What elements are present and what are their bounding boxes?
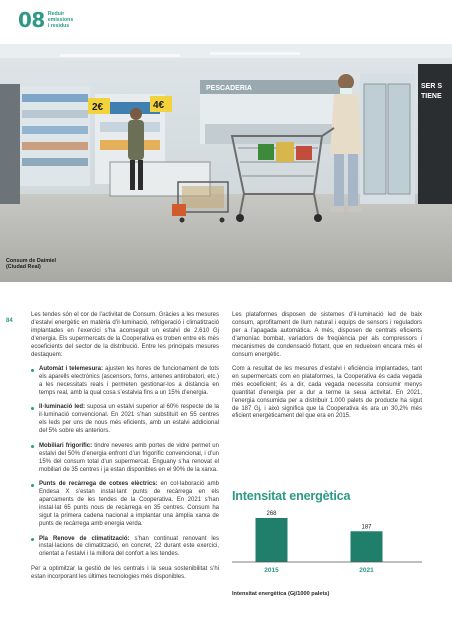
list-item [31,404,219,436]
chapter-title: Reduir emissions i residus [47,11,74,29]
list-item [31,366,219,398]
list-item-label: Il·luminació led: [39,404,86,411]
chart-footnote: Intensitat energètica (Gj/1000 palets) [232,591,330,597]
chapter-number: 08 [18,8,45,32]
list-item-label: Automàt i telemesura: [39,366,103,373]
left-column [31,312,219,588]
list-item-text: suposa un estalvi superior al 60% respecte de la il·luminació convencional. En 2021 s’han substituït en 55 centres els leds per uns de nous més eficients, amb un estalvi addicional del 5% sobre els anteriors. [39,404,219,435]
bar-value-label: 187 [361,524,372,531]
right-column [232,312,422,428]
chart-bar [351,531,383,562]
x-tick-label: 2021 [359,567,374,574]
platforms-paragraph: Les plataformes disposen de sistemes d’il·luminació led de baix consum, aprofitament de llum natural i equips de sensors i reguladors per a l’apagada automàtica. A més, disposen de centrals eficients d’amoníac bombat, variadors de freqüència per als compressors i mecanismes de condensació flotant, que en redueixen encara més el consum energètic. [232,312,422,358]
chapter-header [18,10,88,30]
closing-paragraph: Per a optimitzar la gestió de les centrals i la seua sostenibilitat s’hi estan incorporant les últimes tecnologies més disponibles. [31,566,219,580]
list-item-label: Mobiliari frigorífic: [39,442,93,449]
pescaderia-sign: PESCADERIA [206,85,252,92]
list-item-label: Punts de recàrrega de cotxes elèctrics: [39,481,158,488]
list-item-label: Pla Renove de climatització: [39,535,130,542]
x-tick-label: 2015 [264,567,279,574]
list-item-text: ajusten les hores de funcionament de tots els aparells electrònics (ascensors, forns, antenes antirobatori, etc.) a les necessitats reals i permeten gestionar-los a distància en temps real, amb la qual cosa s’estalvia fins a un 15% d’energia. [39,366,219,396]
wall-sign-line-2: TIENE [421,93,442,100]
page-number: 84 [6,318,13,324]
bar-value-label: 268 [266,510,277,517]
results-paragraph: Com a resultat de les mesures d’estalvi i eficiència implantades, tant en supermercats com en plataformes, la Cooperativa és cada vegada més ecoeficient; és a dir, cada vegada necessita consumir menys quantitat d’energia per a dur a terme la seua activitat. En 2021, l’energia consumida per a distribuir 1.000 palets de producte ha sigut de 187 Gj, i això significa que la Cooperativa és ara un 30,2% més eficient energèticament del que era en 2015. [232,366,422,420]
wall-sign-line-1: SER S [421,83,443,90]
energy-intensity-chart [232,506,422,586]
price-sign-1: 2€ [92,102,104,113]
photo-caption-line-2: (Ciudad Real) [6,264,41,271]
list-item-text: en col·laboració amb Endesa X s’estan instal·lant punts de recàrrega en els aparcaments de les tendes de la Cooperativa. En 2021 s’han instal·lat 65 punts nous de recàrrega en 35 centres. Consum ha sigut la primera cadena nacional a implantar una àmplia xarxa de punts de recàrrega amb energia verda. [39,481,219,527]
measures-list [31,366,219,559]
intro-paragraph: Les tendes són el cor de l’activitat de Consum. Gràcies a les mesures d’estalvi energètic en matèria d’il·luminació, refrigeració i climatització implantades en l’exercici s’ha aconseguit un estalvi de 2.610 Gj d’energia. Els supermercats de la Cooperativa es troben entre els més ecoeficients del sector de la distribució. Entre les principals mesures destaquem: [31,312,219,358]
store-photo [0,44,452,282]
supermarket-illustration [0,44,452,282]
photo-caption [6,258,56,271]
list-item-text: tindre neveres amb portes de vidre permet un estalvi del 50% d’energia enfront d’un frigorífic convencional, i d’un 15% del consum total d’un supermercat. Enguany s’ha renovat el mobiliari de 35 centres i ja estan disponibles en el 90% de la xarxa. [39,442,219,473]
list-item [31,443,219,475]
price-sign-2: 4€ [153,100,165,111]
chart-bar [256,518,288,562]
photo-caption-line-1: Consum de Daimiel [6,258,57,264]
chart-title: Intensitat energètica [232,489,351,503]
list-item [31,536,219,560]
list-item [31,481,219,528]
list-item-text: s’han continuat renovant les instal·lacions de climatització, en concret, 22 durant este exercici, orientat a l’estalvi i la millora del confort a les tendes. [39,535,219,558]
